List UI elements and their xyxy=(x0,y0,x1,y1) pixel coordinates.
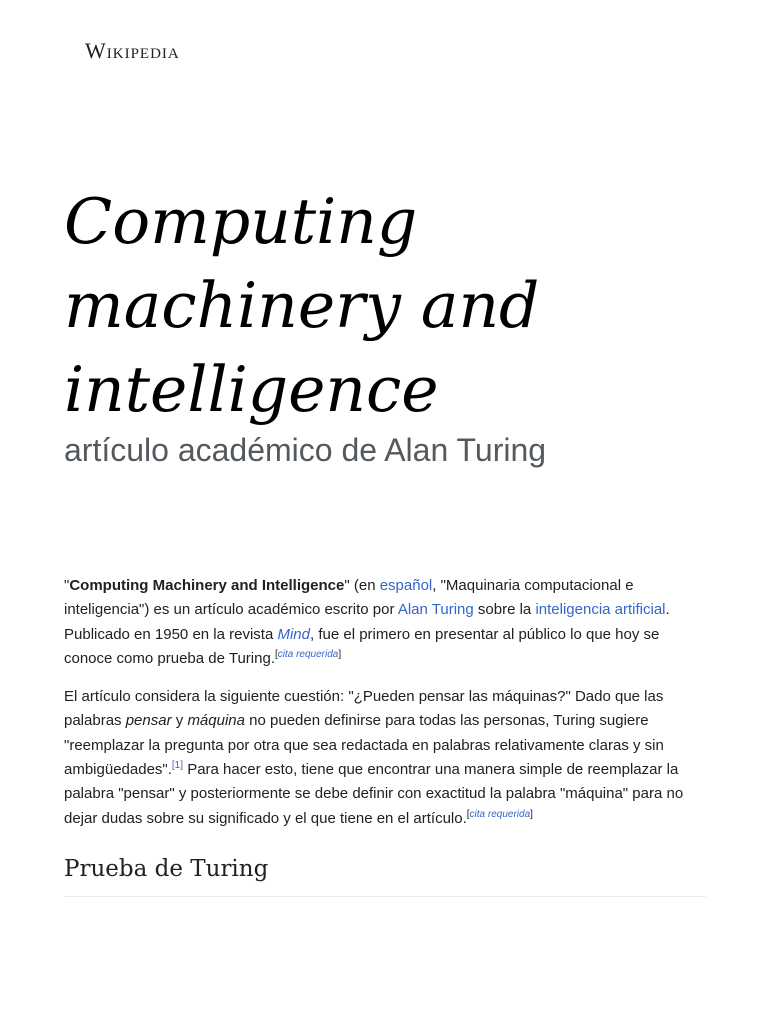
bracket: ] xyxy=(530,808,533,820)
text: , "Maquinaria computacional e inteligencia") es un artículo académico escrito por xyxy=(64,577,634,619)
text: y xyxy=(171,712,188,730)
bracket: [ xyxy=(466,808,470,820)
text: . Publicado en 1950 en la revista xyxy=(64,601,670,643)
citation-needed-link[interactable] xyxy=(277,648,342,660)
reference-1 xyxy=(172,760,183,771)
citation-needed-text: cita requerida xyxy=(469,808,531,820)
citation-needed xyxy=(275,649,341,660)
wikipedia-wordmark[interactable]: Wikipedia xyxy=(85,38,180,63)
citation-needed-text: cita requerida xyxy=(277,648,339,660)
text: " xyxy=(64,577,70,594)
bold-article-title: Computing Machinery and Intelligence xyxy=(69,577,345,594)
link-alan-turing[interactable]: Alan Turing xyxy=(397,601,474,619)
text: El artículo considera la siguiente cuestión: "¿Pueden pensar las máquinas?" Dado que las palabras xyxy=(64,688,664,730)
bracket: [ xyxy=(274,648,278,660)
mind-italic: Mind xyxy=(277,625,310,643)
text: Para hacer esto, tiene que encontrar una manera simple de reemplazar la palabra "pensar" y posteriormente se debe definir con exactitud la palabra "máquina" para no dejar dudas sobre su significado y el que tiene en el artículo. xyxy=(64,761,684,827)
citation-needed-link[interactable] xyxy=(470,809,531,820)
link-prueba-de-turing[interactable]: prueba de Turing xyxy=(157,649,271,667)
second-paragraph xyxy=(64,685,706,831)
intro-paragraph xyxy=(64,574,706,671)
em-pensar: pensar xyxy=(125,712,172,730)
em-maquina: máquina xyxy=(187,712,245,730)
page-subtitle: artículo académico de Alan Turing xyxy=(64,432,547,468)
reference-1-link[interactable]: [1] xyxy=(171,760,184,772)
citation-needed xyxy=(467,809,533,820)
link-mind[interactable] xyxy=(277,626,310,643)
page-title: Computing machinery and intelligence xyxy=(64,185,540,426)
section-heading-prueba-de-turing: Prueba de Turing xyxy=(64,852,706,897)
bracket: ] xyxy=(338,648,342,660)
text: , fue el primero en presentar al público lo que hoy se conoce como xyxy=(64,625,660,667)
text: sobre la xyxy=(473,601,536,619)
text: no pueden definirse para todas las personas, Turing sugiere "reemplazar la pregunta por otra que sea redactada en palabras relativamente claras y sin ambigüedades". xyxy=(64,712,664,779)
text: " (en xyxy=(344,577,380,594)
link-espanol[interactable]: español xyxy=(379,577,433,594)
link-inteligencia-artificial[interactable]: inteligencia artificial xyxy=(535,601,666,619)
article-body xyxy=(64,574,706,845)
text: . xyxy=(270,649,275,667)
